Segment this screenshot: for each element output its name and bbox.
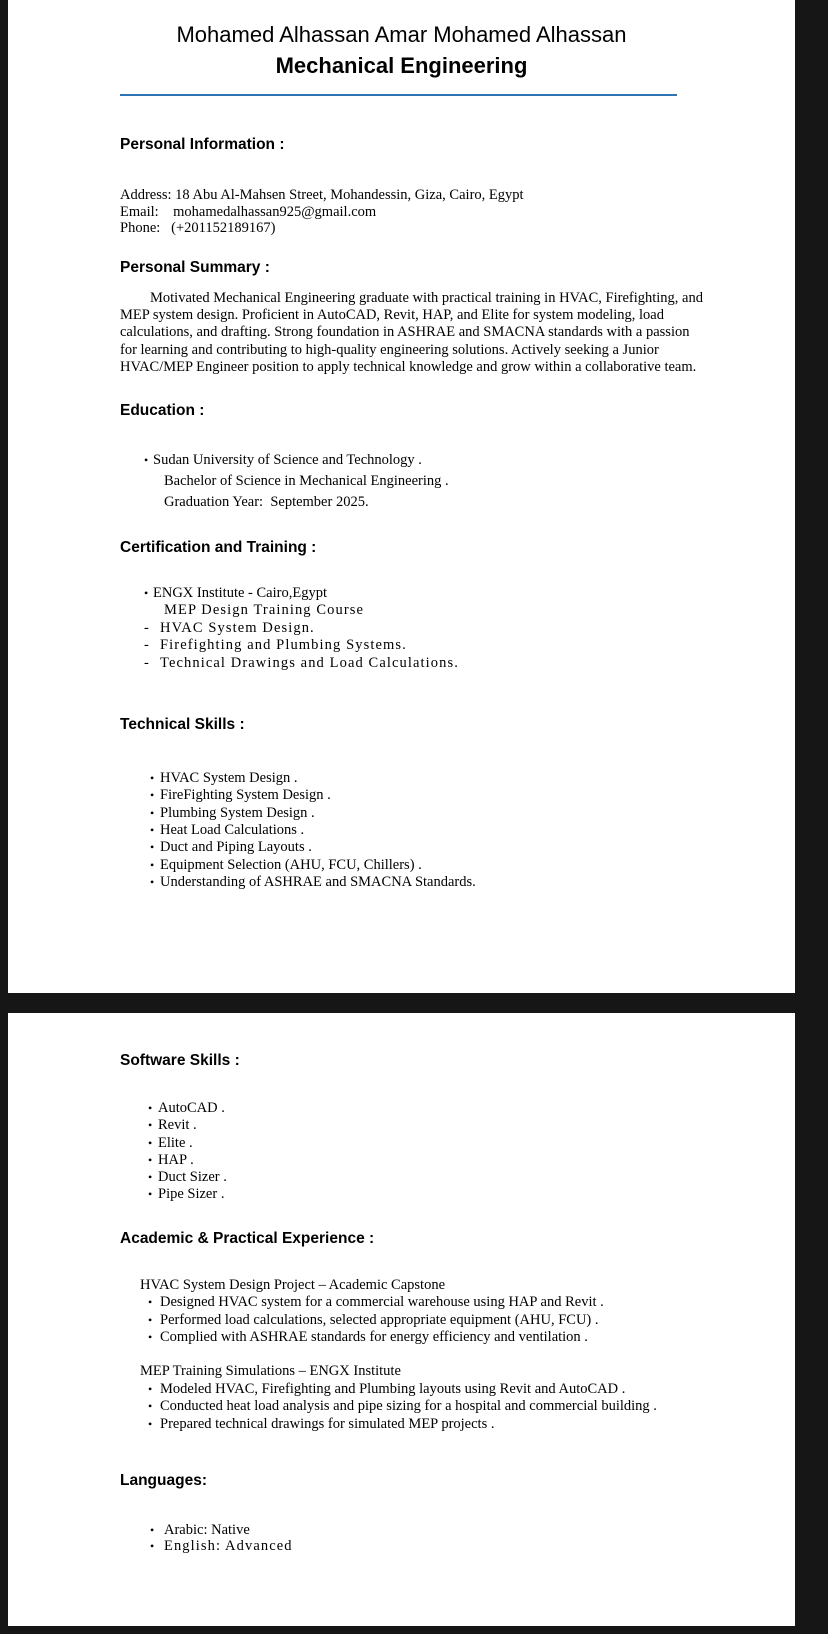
languages-list — [120, 1523, 707, 1554]
section-languages — [120, 1472, 707, 1554]
section-experience — [120, 1230, 707, 1433]
experience-item: • Conducted heat load analysis and pipe sizing for a hospital and commercial building . — [120, 1398, 707, 1415]
software-skills-list — [120, 1100, 707, 1204]
technical-skill-item: • Heat Load Calculations . — [120, 822, 707, 839]
certification-institute: • ENGX Institute - Cairo,Egypt — [120, 585, 707, 603]
address-line: Address: 18 Abu Al-Mahsen Street, Mohandessin, Giza, Cairo, Egypt — [120, 187, 524, 203]
experience-item: • Complied with ASHRAE standards for energy efficiency and ventilation . — [120, 1329, 707, 1346]
candidate-name: Mohamed Alhassan Amar Mohamed Alhassan — [176, 22, 627, 47]
technical-skills-heading: Technical Skills : — [120, 716, 245, 734]
certification-item: - Technical Drawings and Load Calculations. — [120, 655, 707, 673]
section-personal-summary — [120, 259, 707, 377]
personal-information-heading: Personal Information : — [120, 136, 285, 153]
experience-project1-list — [120, 1294, 707, 1346]
section-technical-skills — [120, 716, 707, 891]
education-graduation: Graduation Year: September 2025. — [164, 493, 369, 510]
certification-details — [120, 585, 707, 673]
experience-item: • Performed load calculations, selected appropriate equipment (AHU, FCU) . — [120, 1312, 707, 1329]
technical-skills-list — [120, 770, 707, 891]
resume-page-1 — [8, 0, 795, 993]
technical-skill-item: • Equipment Selection (AHU, FCU, Chillers) . — [120, 857, 707, 874]
personal-summary-heading: Personal Summary : — [120, 258, 270, 276]
personal-information-lines — [120, 187, 707, 237]
experience-project2-list — [120, 1381, 707, 1433]
education-degree: Bachelor of Science in Mechanical Engineering . — [164, 472, 449, 489]
experience-heading: Academic & Practical Experience : — [120, 1229, 375, 1247]
document-header — [8, 0, 795, 79]
section-education — [120, 402, 707, 513]
education-heading: Education : — [120, 401, 205, 419]
software-skill-item: • Duct Sizer . — [120, 1169, 707, 1186]
personal-summary-text: Motivated Mechanical Engineering graduate with practical training in HVAC, Firefighting, and MEP system design. Proficient in AutoCAD, Revit, HAP, and Elite for system modeling, load calculations, and drafting. Strong foundation in ASHRAE and SMACNA standards with a passion for learning and contributing to high-quality engineering solutions. Actively seeking a Junior HVAC/MEP Engineer position to apply technical knowledge and grow within a collaborative team. — [120, 289, 703, 376]
language-item: • English: Advanced — [120, 1539, 707, 1555]
resume-page-2 — [8, 1013, 795, 1626]
software-skill-item: • Elite . — [120, 1135, 707, 1152]
software-skill-item: • Pipe Sizer . — [120, 1186, 707, 1203]
education-school: • Sudan University of Science and Technology . — [120, 450, 707, 471]
phone-line: Phone: (+201152189167) — [120, 220, 276, 236]
certification-heading: Certification and Training : — [120, 538, 317, 556]
experience-project1-title: HVAC System Design Project – Academic Capstone — [140, 1276, 446, 1293]
technical-skill-item: • HVAC System Design . — [120, 770, 707, 787]
technical-skill-item: • FireFighting System Design . — [120, 787, 707, 804]
experience-item: • Designed HVAC system for a commercial warehouse using HAP and Revit . — [120, 1294, 707, 1311]
certification-item: - HVAC System Design. — [120, 620, 707, 638]
software-skill-item: • AutoCAD . — [120, 1100, 707, 1117]
languages-heading: Languages: — [120, 1472, 207, 1490]
software-skill-item: • Revit . — [120, 1117, 707, 1134]
technical-skill-item: • Duct and Piping Layouts . — [120, 839, 707, 856]
candidate-field: Mechanical Engineering — [275, 53, 528, 78]
section-software-skills — [120, 1013, 707, 1204]
certification-item: - Firefighting and Plumbing Systems. — [120, 637, 707, 655]
experience-item: • Modeled HVAC, Firefighting and Plumbing layouts using Revit and AutoCAD . — [120, 1381, 707, 1398]
software-skills-heading: Software Skills : — [120, 1052, 240, 1069]
header-divider — [120, 94, 677, 96]
education-details — [120, 450, 707, 513]
section-personal-information — [120, 136, 707, 237]
section-certification — [120, 539, 707, 673]
technical-skill-item: • Plumbing System Design . — [120, 805, 707, 822]
certification-course: MEP Design Training Course — [164, 602, 365, 619]
email-line: Email: mohamedalhassan925@gmail.com — [120, 203, 377, 220]
experience-item: • Prepared technical drawings for simulated MEP projects . — [120, 1416, 707, 1433]
software-skill-item: • HAP . — [120, 1152, 707, 1169]
experience-project2-title: MEP Training Simulations – ENGX Institute — [140, 1363, 401, 1380]
technical-skill-item: • Understanding of ASHRAE and SMACNA Standards. — [120, 874, 707, 891]
language-item: • Arabic: Native — [120, 1523, 707, 1539]
